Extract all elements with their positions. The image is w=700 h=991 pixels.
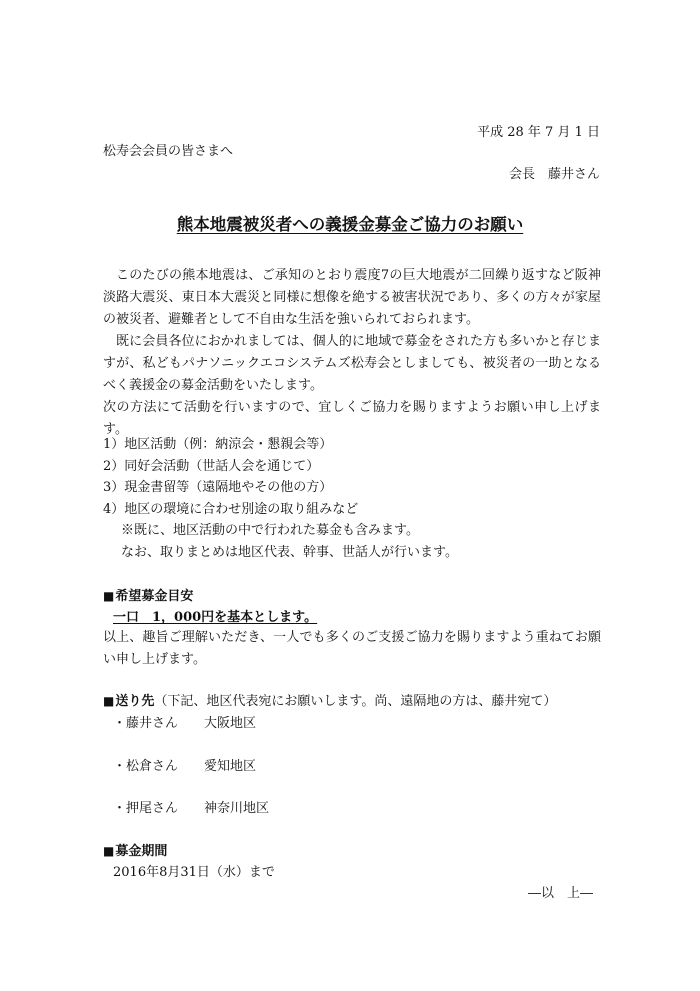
document-date: 平成 28 年 7 月 1 日: [477, 125, 600, 140]
donation-heading-label: 希望募金目安: [115, 589, 194, 604]
request-paragraph: 次の方法にて活動を行いますので、宜しくご協力を賜りますようお願い申し上げます。: [103, 400, 601, 437]
method-item: 2）同好会活動（世話人会を通じて）: [103, 458, 320, 474]
method-item: 1）地区活動（例：納涼会・懇親会等）: [103, 437, 333, 452]
method-note: ※既に、地区活動の中で行われた募金も含みます。: [121, 523, 419, 539]
method-item: 3）現金書留等（遠隔地やその他の方）: [103, 480, 333, 496]
square-bullet-icon: ■: [103, 589, 115, 603]
methods-list: [103, 434, 458, 564]
send-to-note: （下記、地区代表宛にお願いします。尚、遠隔地の方は、藤井宛て）: [154, 694, 557, 709]
addressee: 松寿会会員の皆さまへ: [103, 144, 234, 159]
recipient-entry: ・押尾さん 神奈川地区: [113, 801, 270, 816]
document-title: 熊本地震被災者への義援金募金ご協力のお願い: [176, 215, 524, 234]
intro-paragraph: このたびの熊本地震は、ご承知のとおり震度7の巨大地震が二回繰り返すなど阪神淡路大震災、東日本大震災と同様に想像を絶する被害状況であり、多くの方々が家屋の被災者、避難者として不自由な生活を強いられておられます。: [103, 268, 601, 327]
period-value: 2016年8月31日（水）まで: [113, 865, 275, 880]
method-note: なお、取りまとめは地区代表、幹事、世話人が行います。: [121, 544, 458, 560]
square-bullet-icon: ■: [103, 844, 115, 858]
send-to-label: 送り先: [115, 694, 155, 709]
sender: 会長 藤井さん: [508, 167, 600, 182]
closing-paragraph: 以上、趣旨ご理解いただき、一人でも多くのご支援ご協力を賜りますよう重ねてお願い申し上げます。: [103, 630, 601, 667]
appeal-paragraph: 既に会員各位におかれましては、個人的に地域で募金をされた方も多いかと存じますが、私どもパナソニックエコシステムズ松寿会としましても、被災者の一助となるべく義援金の募金活動をいたします。: [103, 334, 601, 393]
end-mark: ―以 上―: [527, 886, 593, 901]
square-bullet-icon: ■: [103, 694, 115, 708]
period-heading-label: 募金期間: [115, 844, 168, 859]
method-item: 4）地区の環境に合わせ別途の取り組みなど: [103, 501, 359, 517]
donation-heading: [103, 585, 193, 604]
recipient-entry: ・松倉さん 愛知地区: [113, 759, 257, 774]
period-heading: [103, 840, 167, 859]
send-to-heading: [103, 690, 556, 709]
recipient-entry: ・藤井さん 大阪地区: [113, 716, 257, 731]
donation-amount: 一口 1，000円を基本とします。: [113, 610, 318, 625]
